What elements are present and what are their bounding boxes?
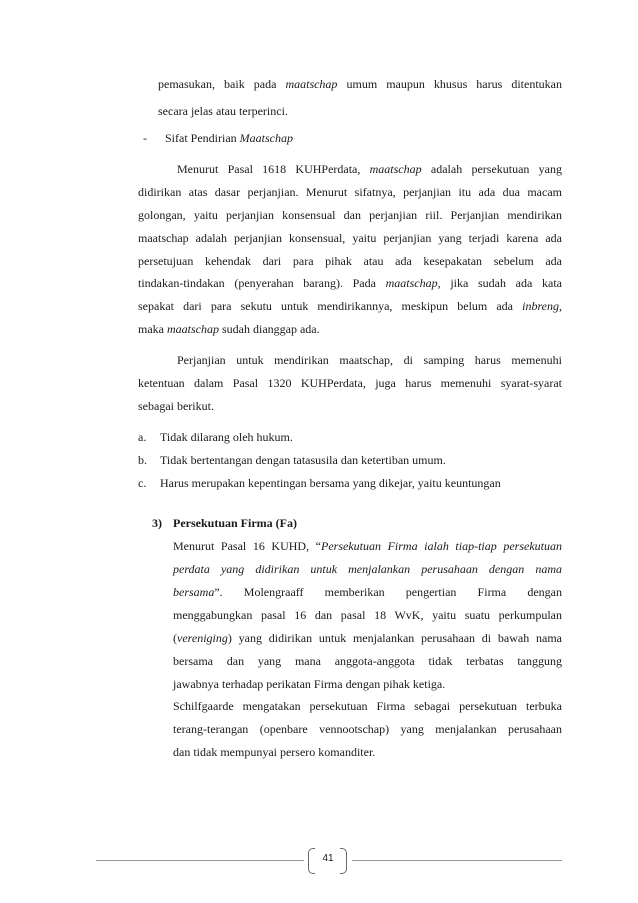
list-item-text: Harus merupakan kepentingan bersama yang dikejar, yaitu keuntungan [160,476,501,490]
firma-line-3: bersama”. Molengraaff memberikan pengertian Firma dengan [173,585,562,599]
para1-line-7: sepakat dari para sekutu untuk mendirikannya, meskipun belum ada inbreng, [138,299,562,313]
para2-line-1: Perjanjian untuk mendirikan maatschap, di samping harus memenuhi [177,353,562,367]
para1-line-2: didirikan atas dasar perjanjian. Menurut sifatnya, perjanjian itu ada dua macam [138,185,562,199]
page-number: 41 [322,853,334,864]
intro-line-2: secara jelas atau terperinci. [158,104,288,118]
para2-line-3: sebagai berikut. [138,399,214,413]
firma-line-9: terang-terangan (openbare vennootschap) yang menjalankan perusahaan [173,722,562,736]
firma-line-1: Menurut Pasal 16 KUHD, “Persekutuan Firma ialah tiap-tiap persekutuan [173,539,562,553]
firma-line-6: bersama dan yang mana anggota-anggota tidak terbatas tanggung [173,654,562,668]
intro-line-1: pemasukan, baik pada maatschap umum maupun khusus harus ditentukan [158,77,562,91]
list-item-marker: b. [138,453,147,467]
firma-line-10: dan tidak mempunyai persero komanditer. [173,745,376,759]
para1-line-6: tindakan-tindakan (penyerahan barang). Pada maatschap, jika sudah ada kata [138,276,562,290]
para2-line-2: ketentuan dalam Pasal 1320 KUHPerdata, juga harus memenuhi syarat-syarat [138,376,562,390]
firma-line-7: jawabnya terhadap perikatan Firma dengan pihak ketiga. [173,677,446,691]
firma-line-5: (vereniging) yang didirikan untuk menjalankan perusahaan di bawah nama [173,631,562,645]
para1-line-5: persetujuan kehendak dari para pihak atau ada kesepakatan sebelum ada [138,254,562,268]
section-number: 3) [152,516,162,530]
footer-rule-right [352,860,562,861]
para1-line-8: maka maatschap sudah dianggap ada. [138,322,320,336]
sifat-bullet: - [143,131,147,145]
list-item-text: Tidak bertentangan dengan tatasusila dan ketertiban umum. [160,453,446,467]
sifat-heading: Sifat Pendirian Maatschap [165,131,293,145]
footer-rule-left [96,860,304,861]
firma-line-4: menggabungkan pasal 16 dan pasal 18 WvK, yaitu suatu perkumpulan [173,608,562,622]
firma-line-2: perdata yang didirikan untuk menjalankan perusahaan dengan nama [173,562,562,576]
section-heading: Persekutuan Firma (Fa) [173,516,297,530]
page-number-bracket-right [340,848,347,874]
para1-line-3: golongan, yaitu perjanjian konsensual dan perjanjian riil. Perjanjian mendirikan [138,208,562,222]
list-item-text: Tidak dilarang oleh hukum. [160,430,293,444]
list-item-marker: c. [138,476,147,490]
firma-line-8: Schilfgaarde mengatakan persekutuan Firma sebagai persekutuan terbuka [173,699,562,713]
para1-line-1: Menurut Pasal 1618 KUHPerdata, maatschap adalah persekutuan yang [177,162,563,176]
para1-line-4: maatschap adalah perjanjian konsensual, yaitu perjanjian yang terjadi karena ada [138,231,562,245]
list-item-marker: a. [138,430,147,444]
